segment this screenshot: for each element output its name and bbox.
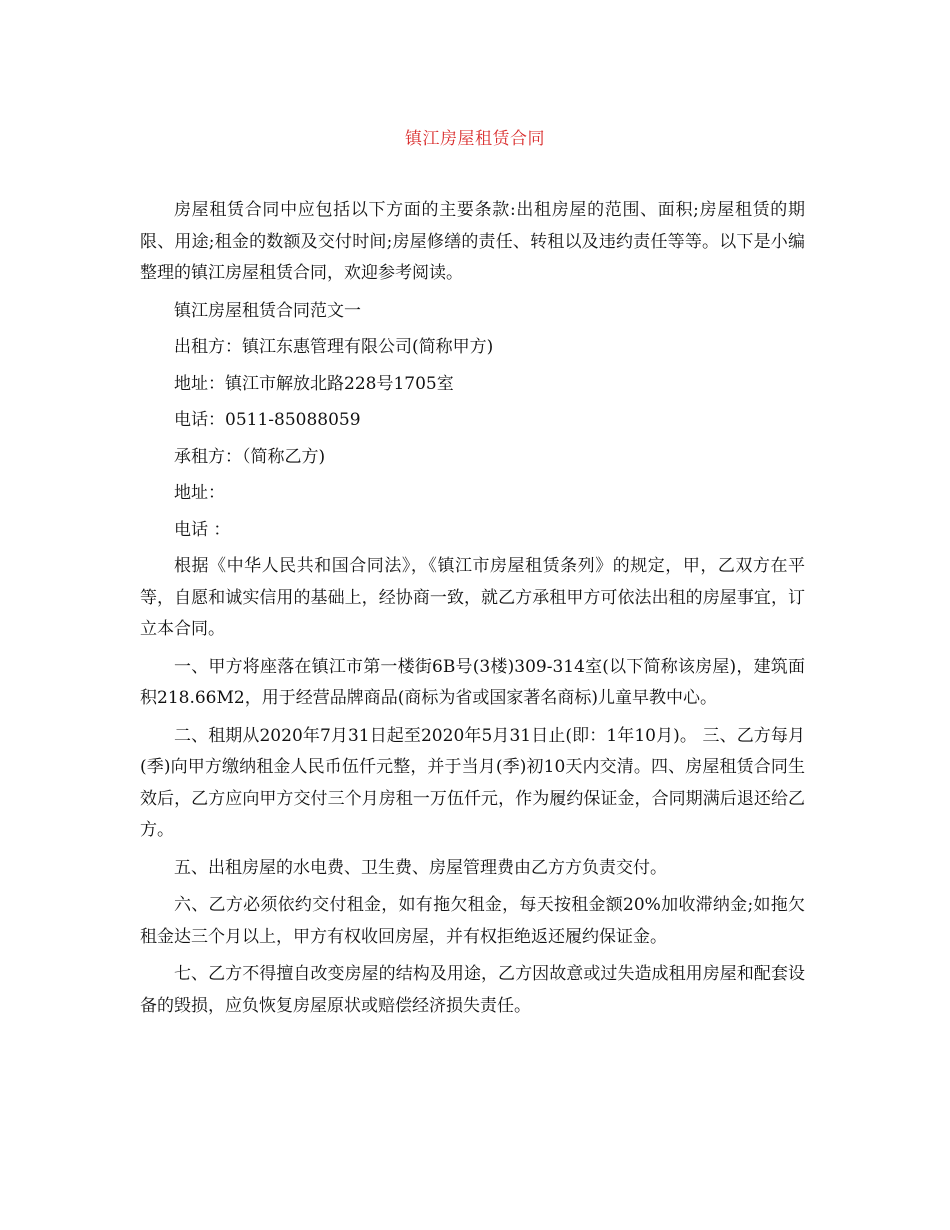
lessor-line: 出租方：镇江东惠管理有限公司(简称甲方) (174, 337, 494, 357)
lessor-phone-line: 电话：0511-85088059 (174, 410, 361, 430)
clause-2-4-paragraph: 二、租期从2020年7月31日起至2020年5月31日止(即：1年10月)。 三、乙方每月(季)向甲方缴纳租金人民币伍仟元整，并于当月(季)初10天内交清。四、房屋租赁合同生效后，乙方应向甲方交付三个月房租一万伍仟元，作为履约保证金，合同期满后退还给乙方。 (140, 725, 805, 840)
lessee-phone-line: 电话 ： (174, 519, 231, 540)
lessee-line: 承租方：（简称乙方) (174, 446, 326, 467)
clause-7-paragraph: 七、乙方不得擅自改变房屋的结构及用途，乙方因故意或过失造成租用房屋和配套设备的毁损，应负恢复房屋原状或赔偿经济损失责任。 (140, 964, 805, 1016)
document-body (140, 195, 805, 1028)
clause-5-paragraph: 五、出租房屋的水电费、卫生费、房屋管理费由乙方方负责交付。 (174, 857, 667, 878)
clause-1-paragraph: 一、甲方将座落在镇江市第一楼街6B号(3楼)309-314室(以下简称该房屋)，建筑面积218.66M2，用于经营品牌商品(商标为省或国家著名商标)儿童早教中心。 (140, 656, 805, 708)
lessee-address-line: 地址： (174, 483, 225, 503)
sample-heading: 镇江房屋租赁合同范文一 (174, 300, 361, 321)
intro-paragraph: 房屋租赁合同中应包括以下方面的主要条款:出租房屋的范围、面积;房屋租赁的期限、用途;租金的数额及交付时间;房屋修缮的责任、转租以及违约责任等等。以下是小编整理的镇江房屋租赁合同，欢迎参考阅读。 (140, 200, 805, 283)
clause-6-paragraph: 六、乙方必须依约交付租金，如有拖欠租金，每天按租金额20%加收滞纳金;如拖欠租金达三个月以上，甲方有权收回房屋，并有权拒绝返还履约保证金。 (140, 895, 805, 947)
preamble-paragraph: 根据《中华人民共和国合同法》，《镇江市房屋租赁条列》的规定，甲，乙双方在平等，自愿和诚实信用的基础上，经协商一致，就乙方承租甲方可依法出租的房屋事宜，订立本合同。 (140, 556, 805, 639)
document-title: 镇江房屋租赁合同 (405, 129, 545, 149)
lessor-address-line: 地址：镇江市解放北路228号1705室 (174, 373, 454, 394)
